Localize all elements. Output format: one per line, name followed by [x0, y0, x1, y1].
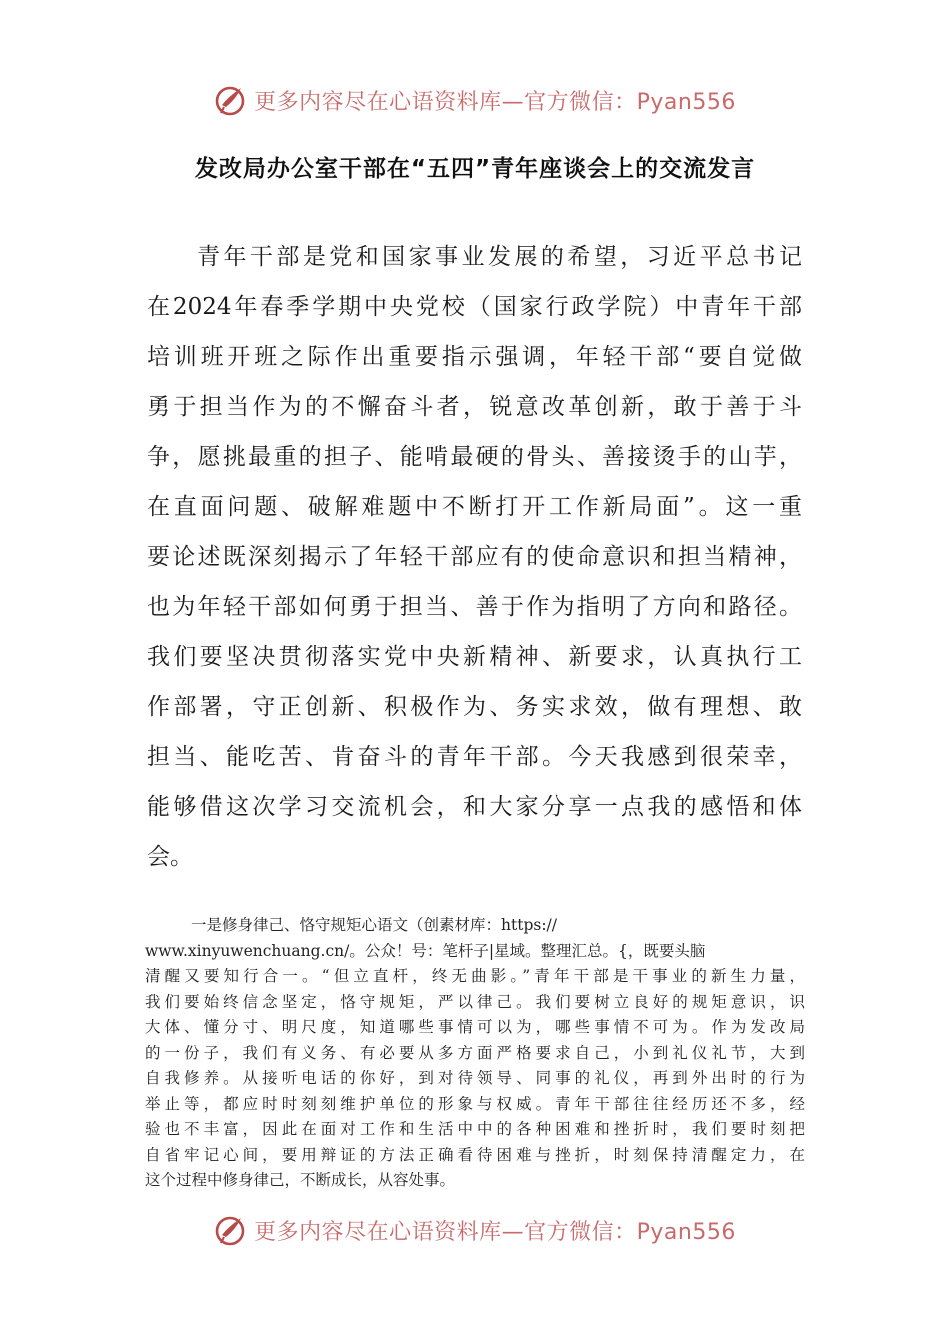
body-line: 作部署，守正创新、积极作为、务实求效，做有理想、敢	[147, 694, 802, 720]
small-line: 大体、懂分寸、明尺度，知道哪些事情可以为，哪些事情不可为。作为发改局	[145, 1018, 805, 1036]
body-line: 在直面问题、破解难题中不断打开工作新局面”。这一重	[147, 494, 802, 520]
small-line: 举止等，都应时时刻刻维护单位的形象与权威。青年干部往往经历还不多，经	[145, 1094, 805, 1113]
small-line: 验也不丰富，因此在面对工作和生活中中的各种困难和挫折时，我们要时刻把	[145, 1120, 805, 1138]
small-line: 我们要始终信念坚定，恪守规矩，严以律己。我们要树立良好的规矩意识，识	[145, 992, 805, 1011]
body-line: 也为年轻干部如何勇于担当、善于作为指明了方向和路径。	[147, 594, 802, 620]
small-line: 一是修身律己、恪守规矩心语文（创素材库：https://	[191, 916, 557, 934]
small-line: 自我修养。从接听电话的你好，到对待领导、同事的礼仪，再到外出时的行为	[145, 1069, 805, 1087]
small-line: 的一份子，我们有义务、有必要从多方面严格要求自己，小到礼仪礼节，大到	[145, 1043, 805, 1062]
body-line: 在2024年春季学期中央党校（国家行政学院）中青年干部	[147, 294, 802, 320]
footer-banner	[0, 1210, 950, 1250]
small-line: 这个过程中修身律己，不断成长，从容处事。	[145, 1171, 456, 1189]
body-line: 担当、能吃苦、肯奋斗的青年干部。今天我感到很荣幸，	[147, 744, 802, 770]
small-line: 自省牢记心间，要用辩证的方法正确看待困难与挫折，时刻保持清醒定力，在	[145, 1145, 805, 1164]
body-paragraph	[147, 232, 802, 882]
body-line: 勇于担当作为的不懈奋斗者，锐意改革创新，敢于善于斗	[147, 394, 802, 420]
banner-text: 更多内容尽在心语资料库—官方微信：Pyan556	[254, 1219, 736, 1245]
body-line: 培训班开班之际作出重要指示强调，年轻干部“要自觉做	[147, 344, 802, 370]
body-line: 青年干部是党和国家事业发展的希望，习近平总书记	[197, 244, 802, 270]
body-line: 会。	[147, 844, 193, 870]
body-line: 我们要坚决贯彻落实党中央新精神、新要求，认真执行工	[147, 644, 802, 670]
body-line: 要论述既深刻揭示了年轻干部应有的使命意识和担当精神，	[147, 544, 802, 570]
body-line: 能够借这次学习交流机会，和大家分享一点我的感悟和体	[147, 794, 802, 820]
header-banner	[0, 80, 950, 120]
quill-logo-icon	[214, 1213, 248, 1247]
banner-text: 更多内容尽在心语资料库—官方微信：Pyan556	[254, 89, 736, 115]
small-line: www.xinyuwenchuang.cn/。公众！号：笔杆子|星域。整理汇总。{，既要头脑	[145, 941, 706, 960]
quill-logo-icon	[214, 83, 248, 117]
body-line: 争，愿挑最重的担子、能啃最硬的骨头、善接烫手的山芋，	[147, 444, 802, 470]
document-title: 发改局办公室干部在“五四”青年座谈会上的交流发言	[194, 156, 756, 182]
small-line: 清醒又要知行合一。“但立直杆，终无曲影。”青年干部是干事业的新生力量，	[145, 967, 805, 985]
secondary-paragraph	[145, 913, 805, 1194]
